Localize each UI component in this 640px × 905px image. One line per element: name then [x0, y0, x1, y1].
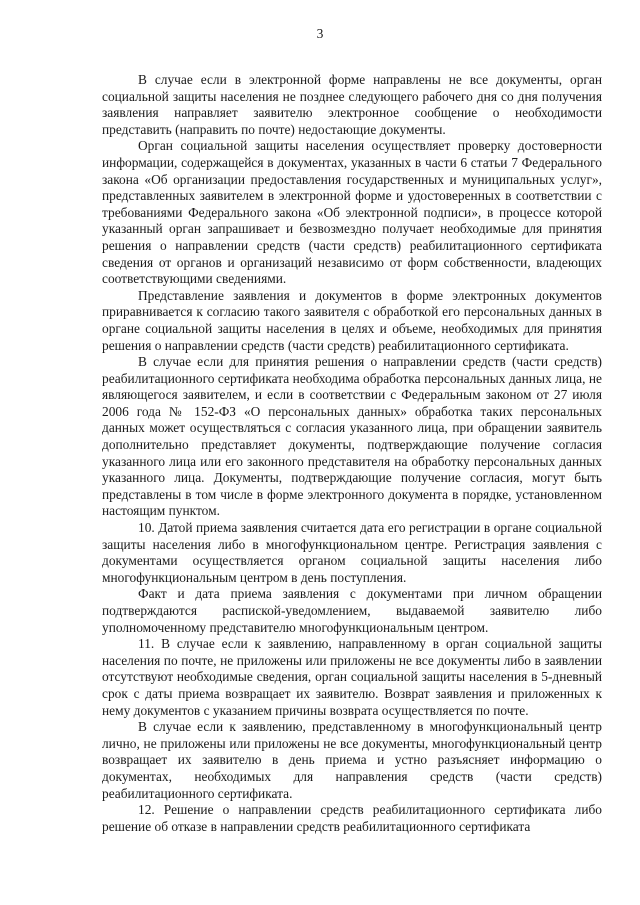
paragraph-third-party-data: В случае если для принятия решения о направлении средств (части средств) реабилитационного сертификата необходима обработка персональных данных лица, не являющегося заявителем, и если в соответствии с Федеральным законом от 27 июля 2006 года № 152-ФЗ «О персональных данных» обработка таких персональных данных может осуществляться с согласия указанного лица, при обращении заявитель дополнительно представляет документы, подтверждающие получение согласия указанного лица или его законного представителя на обработку персональных данных указанного лица. Документы, подтверждающие получение согласия, могут быть представлены в том числе в форме электронного документа в порядке, установленном настоящим пунктом.	[102, 354, 602, 519]
page-number: 3	[316, 26, 324, 41]
paragraph-12-decision: 12. Решение о направлении средств реабилитационного сертификата либо решение об отказе в направлении средств реабилитационного сертификата	[102, 802, 602, 834]
paragraph-electronic-docs-incomplete: В случае если в электронной форме направлены не все документы, орган социальной защиты населения не позднее следующего рабочего дня со дня получения заявления направляет заявителю электронное сообщение о необходимости представить (направить по почте) недостающие документы.	[102, 72, 602, 137]
paragraph-11-return-by-mail: 11. В случае если к заявлению, направленному в орган социальной защиты населения по почте, не приложены или приложены не все документы либо в заявлении отсутствуют необходимые сведения, орган социальной защиты населения в 5-дневный срок с даты приема возвращает их заявителю. Возврат заявления и приложенных к нему документов с указанием причины возврата осуществляется по почте.	[102, 636, 602, 718]
paragraph-receipt-notice: Факт и дата приема заявления с документами при личном обращении подтверждаются распиской-уведомлением, выдаваемой заявителю либо уполномоченному представителю многофункциональным центром.	[102, 586, 602, 635]
paragraph-return-mfc: В случае если к заявлению, представленному в многофункциональный центр лично, не приложены или приложены не все документы, многофункциональный центр возвращает их заявителю в день приема и устно разъясняет информацию о документах, необходимых для направления средств (части средств) реабилитационного сертификата.	[102, 719, 602, 801]
paragraph-verification: Орган социальной защиты населения осуществляет проверку достоверности информации, содержащейся в документах, указанных в части 6 статьи 7 Федерального закона «Об организации предоставления государственных и муниципальных услуг», представленных заявителем в электронной форме и удостоверенных в соответствии с требованиями Федерального закона «Об электронной подписи», в процессе которой указанный орган запрашивает и безвозмездно получает необходимые для принятия решения о направлении средств (части средств) реабилитационного сертификата сведения от органов и организаций независимо от форм собственности, владеющих соответствующими сведениями.	[102, 138, 602, 287]
paragraph-consent-personal-data: Представление заявления и документов в форме электронных документов приравнивается к согласию такого заявителя с обработкой его персональных данных в органе социальной защиты населения в целях и объеме, необходимых для принятия решения о направлении средств (части средств) реабилитационного сертификата.	[102, 287, 602, 353]
paragraph-10-registration-date: 10. Датой приема заявления считается дата его регистрации в органе социальной защиты населения либо в многофункциональном центре. Регистрация заявления с документами осуществляется органом социальной защиты населения либо многофункциональным центром в день поступления.	[102, 520, 602, 585]
document-body	[102, 72, 602, 835]
